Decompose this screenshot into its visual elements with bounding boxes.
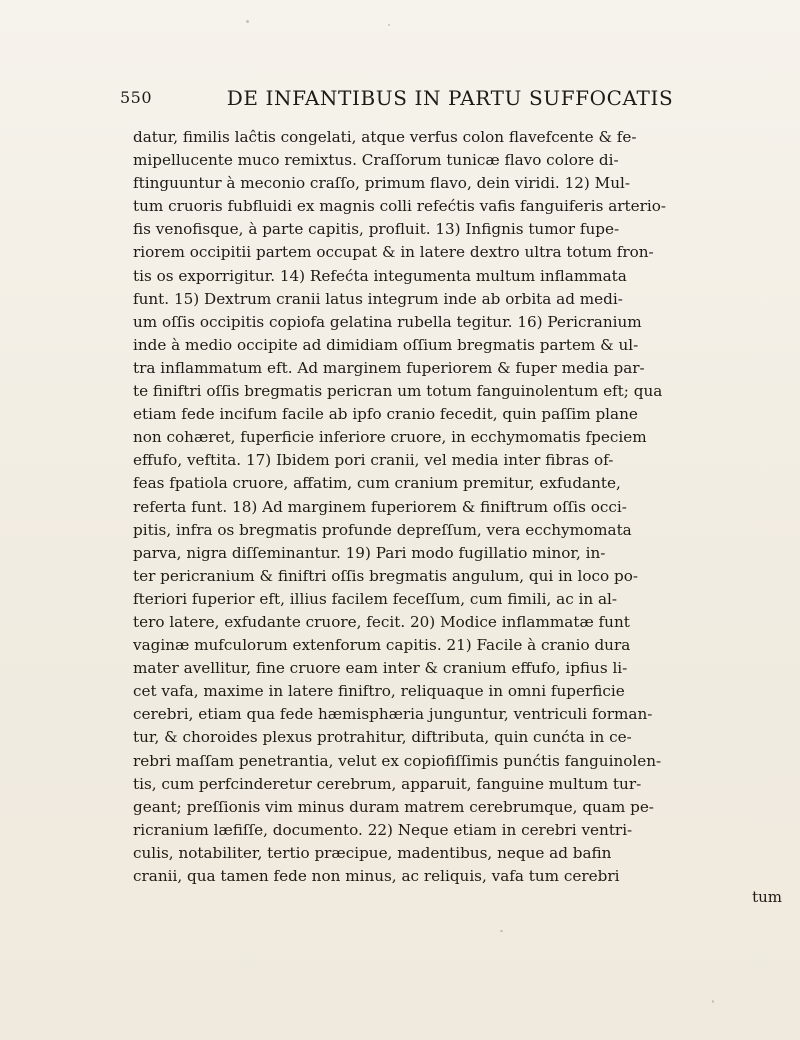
text-line: tero latere, exfudante cruore, fecit. 20) Modice inflammatæ funt: [133, 612, 630, 631]
text-line: tur, & choroides plexus protrahitur, diftributa, quin cunćta in ce-: [133, 728, 632, 747]
text-line: rebri maſſam penetrantia, velut ex copiofiſſimis punćtis fanguinolen-: [133, 751, 662, 770]
catchword: tum: [752, 888, 782, 906]
text-line: te finiftri oſſis bregmatis pericran um totum fanguinolentum eft; qua: [133, 382, 663, 401]
text-line: cerebri, etiam qua fede hæmisphæria junguntur, ventriculi forman-: [133, 705, 653, 724]
paper-speck: [500, 930, 503, 932]
body-text: [133, 126, 785, 888]
page-header: [120, 88, 780, 118]
text-line: feas fpatiola cruore, affatim, cum cranium premitur, exfudante,: [133, 474, 621, 493]
paper-speck: [712, 1000, 714, 1003]
text-line: pitis, infra os bregmatis profunde depreſſum, vera ecchymomata: [133, 520, 632, 539]
text-line: fteriori fuperior eft, illius facilem feceſſum, cum fimili, ac in al-: [133, 589, 618, 608]
text-line: tra inflammatum eft. Ad marginem fuperiorem & fuper media par-: [133, 358, 645, 377]
text-line: etiam fede incifum facile ab ipfo cranio fecedit, quin paſſim plane: [133, 405, 638, 424]
text-line: funt. 15) Dextrum cranii latus integrum inde ab orbita ad medi-: [133, 289, 623, 308]
page-number: 550: [120, 88, 153, 107]
text-line: referta funt. 18) Ad marginem fuperiorem & finiftrum oſſis occi-: [133, 497, 627, 516]
text-line: culis, notabiliter, tertio præcipue, madentibus, neque ad bafin: [133, 843, 612, 862]
paper-speck: [388, 24, 390, 26]
running-head: DE INFANTIBUS IN PARTU SUFFOCATIS: [226, 86, 674, 110]
text-line: cet vafa, maxime in latere finiftro, reliquaque in omni fuperficie: [133, 682, 625, 701]
text-line: mater avellitur, fine cruore eam inter & cranium effufo, ipfius li-: [133, 659, 628, 678]
text-line: inde à medio occipite ad dimidiam oſſium bregmatis partem & ul-: [133, 335, 639, 354]
text-line: ricranium læfiſſe, documento. 22) Neque etiam in cerebri ventri-: [133, 820, 633, 839]
text-line: non cohæret, fuperficie inferiore cruore, in ecchymomatis fpeciem: [133, 428, 647, 447]
text-line: geant; preſſionis vim minus duram matrem cerebrumque, quam pe-: [133, 797, 654, 816]
text-line: fis venofisque, à parte capitis, profluit. 13) Infignis tumor fupe-: [133, 220, 620, 239]
text-line: parva, nigra diſſeminantur. 19) Pari modo fugillatio minor, in-: [133, 543, 606, 562]
text-line: datur, fimilis laĉtis congelati, atque verfus colon flavefcente & fe-: [133, 128, 637, 146]
text-line: effufo, veftita. 17) Ibidem pori cranii, vel media inter fibras of-: [133, 451, 614, 470]
text-line: ftinguuntur à meconio craſſo, primum flavo, dein viridi. 12) Mul-: [133, 174, 630, 193]
text-line: tum cruoris fubfluidi ex magnis colli refećtis vafis fanguiferis arterio-: [133, 197, 667, 216]
text-line: vaginæ mufculorum extenforum capitis. 21) Facile à cranio dura: [133, 636, 631, 655]
text-line: mipellucente muco remixtus. Craſſorum tunicæ flavo colore di-: [133, 151, 619, 170]
text-line: tis, cum perfcinderetur cerebrum, apparuit, fanguine multum tur-: [133, 774, 642, 793]
text-line: tis os exporrigitur. 14) Refećta integumenta multum inflammata: [133, 266, 627, 285]
text-line: ter pericranium & finiftri oſſis bregmatis angulum, qui in loco po-: [133, 566, 639, 585]
paper-speck: [246, 20, 249, 23]
text-line: um oſſis occipitis copiofa gelatina rubella tegitur. 16) Pericranium: [133, 312, 642, 331]
text-line: riorem occipitii partem occupat & in latere dextro ultra totum fron-: [133, 243, 654, 262]
text-line: cranii, qua tamen fede non minus, ac reliquis, vafa tum cerebri: [133, 867, 620, 885]
